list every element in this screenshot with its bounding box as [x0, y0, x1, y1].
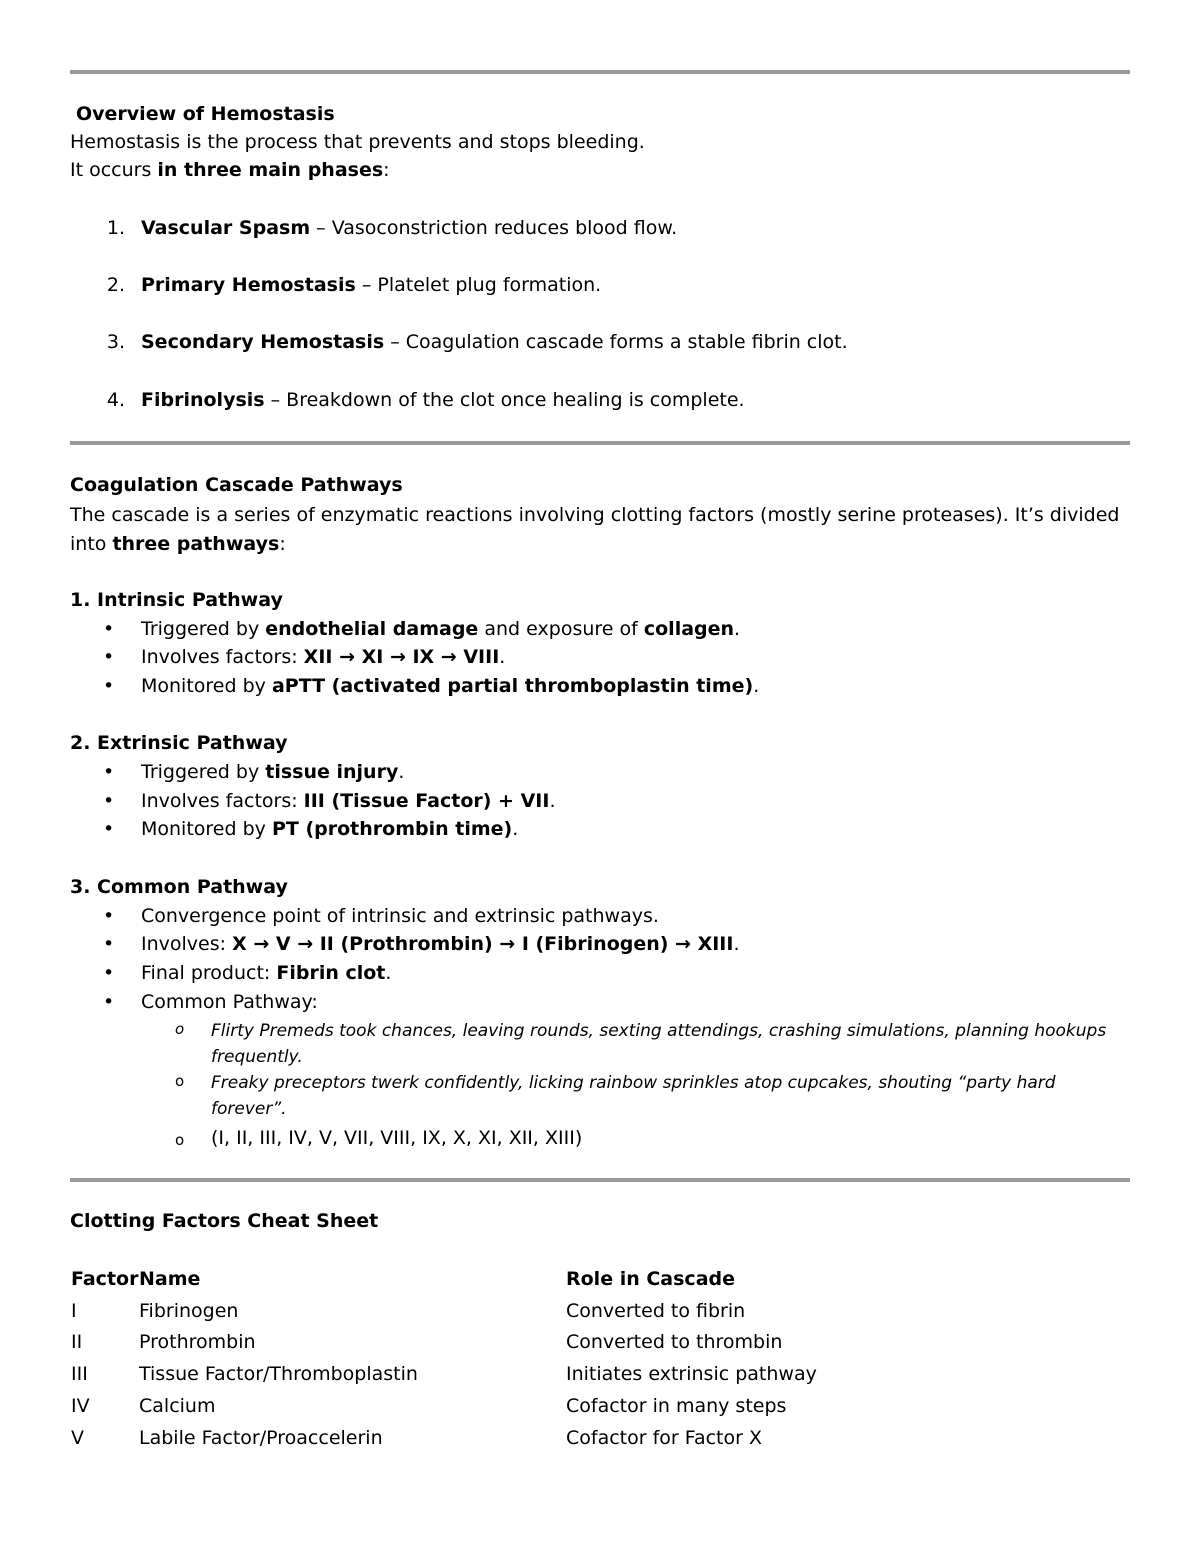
- text-run: .: [398, 761, 405, 783]
- bullet-icon: •: [103, 790, 115, 812]
- cell-name: Fibrinogen: [139, 1300, 239, 1322]
- text-run: .: [549, 790, 556, 812]
- bullet-icon: •: [103, 646, 115, 668]
- cell-name: Tissue Factor/Thromboplastin: [139, 1363, 418, 1385]
- cell-factor: III: [71, 1363, 88, 1385]
- section-heading-overview: Overview of Hemostasis: [76, 103, 335, 125]
- cell-factor: IV: [71, 1395, 90, 1417]
- cell-factor: V: [71, 1427, 84, 1449]
- sub-bullet-icon: o: [175, 1072, 185, 1090]
- text-run-bold: endothelial damage: [265, 618, 479, 640]
- text-run-bold: aPTT (activated partial thromboplastin time): [271, 675, 754, 697]
- text-run: .: [385, 962, 392, 984]
- bullet-icon: •: [103, 905, 115, 927]
- phase-item: [0, 214, 1130, 242]
- cell-role: Converted to fibrin: [566, 1300, 746, 1322]
- phase-desc: – Vasoconstriction reduces blood flow.: [310, 217, 678, 239]
- text-run: and exposure of: [478, 618, 644, 640]
- text-run: .: [512, 818, 519, 840]
- text-run-bold: in three main phases: [157, 159, 384, 181]
- list-number: 1.: [106, 217, 125, 239]
- pathway-heading-intrinsic: 1. Intrinsic Pathway: [70, 589, 283, 611]
- cell-role: Converted to thrombin: [566, 1331, 783, 1353]
- section-heading-cascade: Coagulation Cascade Pathways: [70, 474, 403, 496]
- horizontal-rule: [70, 441, 1130, 445]
- bullet-icon: •: [103, 818, 115, 840]
- text-run: .: [753, 675, 760, 697]
- column-header-role: Role in Cascade: [566, 1268, 735, 1290]
- phase-desc: – Platelet plug formation.: [355, 274, 602, 296]
- text-run: Involves factors:: [141, 646, 304, 668]
- bullet-icon: •: [103, 675, 115, 697]
- phase-name: Secondary Hemostasis: [141, 331, 385, 353]
- cell-factor: II: [71, 1331, 83, 1353]
- cell-role: Cofactor for Factor X: [566, 1427, 762, 1449]
- cell-name: Prothrombin: [139, 1331, 256, 1353]
- text-run-bold: collagen: [643, 618, 735, 640]
- text-run: .: [733, 933, 740, 955]
- overview-intro-2: [70, 156, 1130, 184]
- phase-name: Fibrinolysis: [141, 389, 265, 411]
- bullet-icon: •: [103, 933, 115, 955]
- sub-bullet-icon: o: [175, 1020, 185, 1038]
- phase-name: Vascular Spasm: [141, 217, 311, 239]
- phase-item: [0, 328, 1130, 356]
- text-run: .: [499, 646, 506, 668]
- cell-role: Cofactor in many steps: [566, 1395, 787, 1417]
- cell-factor: I: [71, 1300, 77, 1322]
- text-run: Involves factors:: [141, 790, 304, 812]
- factor-list-text: (I, II, III, IV, V, VII, VIII, IX, X, XI, XII, XIII): [211, 1127, 583, 1149]
- text-run: Monitored by: [141, 675, 272, 697]
- text-run: It occurs: [70, 159, 158, 181]
- phase-desc: – Breakdown of the clot once healing is complete.: [264, 389, 745, 411]
- phase-item: [0, 386, 1130, 414]
- bullet-text: Convergence point of intrinsic and extrinsic pathways.: [141, 905, 659, 927]
- cascade-intro-2: [70, 530, 1130, 558]
- bullet-icon: •: [103, 962, 115, 984]
- phase-desc: – Coagulation cascade forms a stable fibrin clot.: [384, 331, 848, 353]
- text-run: :: [383, 159, 390, 181]
- text-run: Triggered by: [141, 761, 266, 783]
- text-run-bold: three pathways: [112, 533, 280, 555]
- list-number: 2.: [106, 274, 125, 296]
- cell-role: Initiates extrinsic pathway: [566, 1363, 817, 1385]
- list-number: 4.: [106, 389, 125, 411]
- text-run-bold: tissue injury: [265, 761, 399, 783]
- mnemonic-text: Freaky preceptors twerk confidently, licking rainbow sprinkles atop cupcakes, shouting “party hard forever”.: [211, 1073, 1056, 1119]
- sub-bullet-item: [0, 1070, 1200, 1122]
- mnemonic-text: Flirty Premeds took chances, leaving rounds, sexting attendings, crashing simulations, planning hookups frequently.: [211, 1021, 1107, 1067]
- sub-bullet-item: [0, 1018, 1200, 1070]
- text-run: .: [734, 618, 741, 640]
- sub-bullet-icon: o: [175, 1131, 185, 1149]
- text-run-bold: Fibrin clot: [276, 962, 386, 984]
- cascade-intro-1: The cascade is a series of enzymatic reactions involving clotting factors (mostly serine proteases). It’s divided: [70, 504, 1120, 526]
- bullet-icon: •: [103, 761, 115, 783]
- text-run-bold: X → V → II (Prothrombin) → I (Fibrinogen) → XIII: [232, 933, 734, 955]
- text-run-bold: PT (prothrombin time): [271, 818, 513, 840]
- horizontal-rule: [70, 1178, 1130, 1182]
- text-run: into: [70, 533, 113, 555]
- text-run: Monitored by: [141, 818, 272, 840]
- section-heading-cheat-sheet: Clotting Factors Cheat Sheet: [70, 1210, 379, 1232]
- text-run: Involves:: [141, 933, 233, 955]
- pathway-heading-extrinsic: 2. Extrinsic Pathway: [70, 732, 288, 754]
- cell-name: Labile Factor/Proaccelerin: [139, 1427, 383, 1449]
- phase-name: Primary Hemostasis: [141, 274, 356, 296]
- text-run-bold: III (Tissue Factor) + VII: [303, 790, 550, 812]
- cell-name: Calcium: [139, 1395, 216, 1417]
- bullet-text: Common Pathway:: [141, 991, 318, 1013]
- column-header-factor: Factor: [71, 1268, 139, 1290]
- bullet-icon: •: [103, 618, 115, 640]
- phase-item: [0, 271, 1130, 299]
- horizontal-rule: [70, 70, 1130, 74]
- text-run: Triggered by: [141, 618, 266, 640]
- bullet-icon: •: [103, 991, 115, 1013]
- overview-intro-1: Hemostasis is the process that prevents and stops bleeding.: [70, 131, 645, 153]
- text-run: Final product:: [141, 962, 277, 984]
- list-number: 3.: [106, 331, 125, 353]
- text-run-bold: XII → XI → IX → VIII: [303, 646, 500, 668]
- pathway-heading-common: 3. Common Pathway: [70, 876, 288, 898]
- text-run: :: [279, 533, 286, 555]
- column-header-name: Name: [139, 1268, 201, 1290]
